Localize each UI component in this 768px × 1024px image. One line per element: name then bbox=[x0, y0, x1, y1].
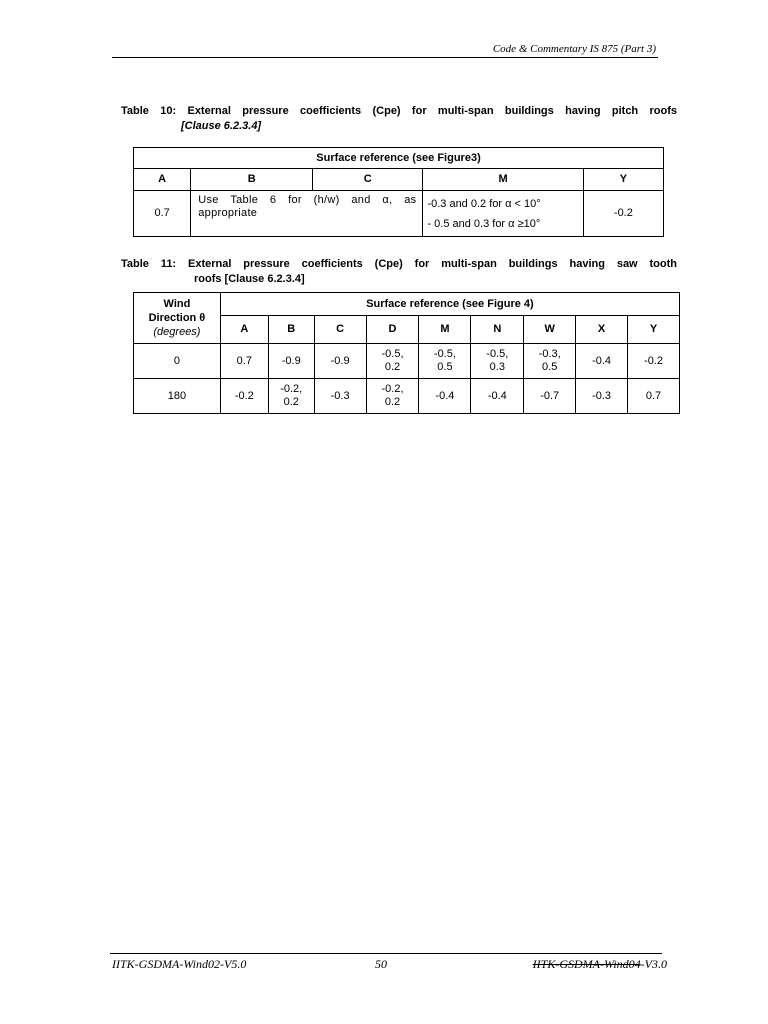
table11-wind-header-line3: (degrees) bbox=[153, 326, 201, 338]
table11-wind-header-line2: Direction θ bbox=[148, 312, 206, 324]
value-cell: -0.4 bbox=[576, 344, 628, 379]
value-cell: -0.3 bbox=[314, 379, 366, 414]
table10-cell-bc-line2: appropriate bbox=[198, 207, 258, 219]
footer-right-rest: -V3.0 bbox=[640, 957, 667, 971]
table10-caption-line1: Table 10: External pressure coefficients (Cpe) for multi-span buildings having pitch roofs bbox=[121, 105, 677, 117]
table10 bbox=[133, 147, 664, 237]
table11-col-y: Y bbox=[628, 316, 680, 344]
table-row bbox=[134, 344, 680, 379]
value-cell: -0.5, 0.2 bbox=[366, 344, 419, 379]
table11-col-c: C bbox=[314, 316, 366, 344]
table11-wind-header bbox=[134, 293, 221, 344]
page-number: 50 bbox=[375, 957, 387, 971]
table10-cell-m-line1: -0.3 and 0.2 for α < 10° bbox=[427, 197, 541, 210]
table10-cell-y: -0.2 bbox=[583, 191, 663, 237]
table10-col-y: Y bbox=[583, 169, 663, 191]
value-cell: -0.4 bbox=[471, 379, 524, 414]
table11-wind-header-line1: Wind bbox=[163, 298, 191, 310]
table10-col-m: M bbox=[423, 169, 583, 191]
table11-col-n: N bbox=[471, 316, 524, 344]
direction-cell: 0 bbox=[134, 344, 221, 379]
value-cell: -0.3 bbox=[576, 379, 628, 414]
table10-col-a: A bbox=[134, 169, 191, 191]
running-header: Code & Commentary IS 875 (Part 3) bbox=[492, 43, 656, 55]
table11-caption-line2: roofs [Clause 6.2.3.4] bbox=[194, 273, 305, 285]
table10-cell-m bbox=[423, 191, 583, 237]
value-cell: -0.5, 0.3 bbox=[471, 344, 524, 379]
value-cell: -0.2, 0.2 bbox=[268, 379, 314, 414]
table11 bbox=[133, 292, 680, 414]
table10-caption bbox=[121, 104, 677, 134]
value-cell: -0.4 bbox=[419, 379, 471, 414]
value-cell: 0.7 bbox=[628, 379, 680, 414]
table11-caption-line1: Table 11: External pressure coefficients (Cpe) for multi-span buildings having saw tooth bbox=[121, 258, 677, 270]
table10-cell-a: 0.7 bbox=[134, 191, 191, 237]
footer-right-strike: IITK-GSDMA-Wind04 bbox=[532, 957, 641, 971]
table11-surface-header: Surface reference (see Figure 4) bbox=[220, 293, 679, 316]
table11-col-x: X bbox=[576, 316, 628, 344]
table11-caption bbox=[121, 257, 677, 287]
table10-cell-bc-line1: Use Table 6 for (h/w) and α, as bbox=[198, 194, 417, 206]
table11-col-w: W bbox=[524, 316, 576, 344]
table11-col-a: A bbox=[220, 316, 268, 344]
table-row bbox=[134, 379, 680, 414]
value-cell: -0.7 bbox=[524, 379, 576, 414]
table10-col-c: C bbox=[313, 169, 423, 191]
value-cell: -0.2, 0.2 bbox=[366, 379, 419, 414]
header-rule bbox=[112, 57, 658, 58]
value-cell: -0.2 bbox=[220, 379, 268, 414]
footer-right bbox=[533, 957, 667, 972]
footer-left: IITK-GSDMA-Wind02-V5.0 bbox=[112, 957, 247, 971]
value-cell: -0.2 bbox=[628, 344, 680, 379]
value-cell: 0.7 bbox=[220, 344, 268, 379]
footer-rule bbox=[110, 953, 662, 954]
table10-surface-header: Surface reference (see Figure3) bbox=[134, 148, 664, 169]
value-cell: -0.5, 0.5 bbox=[419, 344, 471, 379]
value-cell: -0.9 bbox=[314, 344, 366, 379]
table10-col-b: B bbox=[191, 169, 313, 191]
value-cell: -0.9 bbox=[268, 344, 314, 379]
direction-cell: 180 bbox=[134, 379, 221, 414]
table10-cell-m-line2: - 0.5 and 0.3 for α ≥10° bbox=[427, 217, 541, 230]
table11-col-b: B bbox=[268, 316, 314, 344]
value-cell: -0.3, 0.5 bbox=[524, 344, 576, 379]
table10-clause: [Clause 6.2.3.4] bbox=[181, 120, 262, 132]
table11-col-d: D bbox=[366, 316, 419, 344]
table10-cell-bc bbox=[191, 191, 423, 237]
table11-col-m: M bbox=[419, 316, 471, 344]
